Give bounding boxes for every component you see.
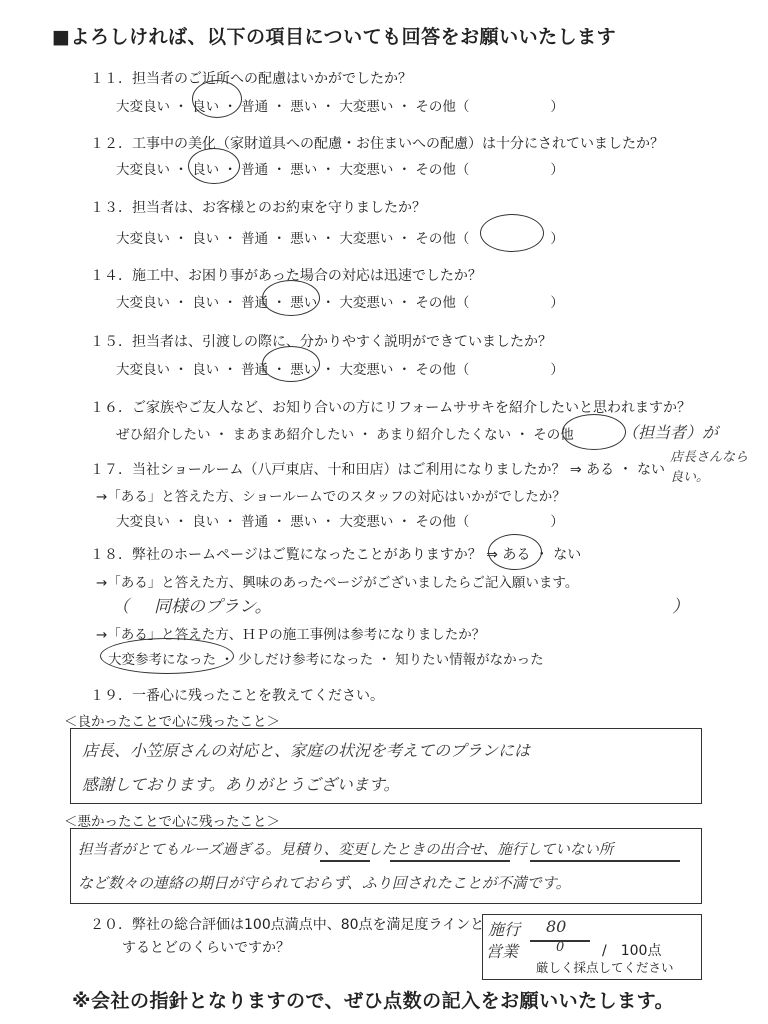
question-15: １５．担当者は、引渡しの際に、分かりやすく説明ができていましたか？ <box>90 334 552 350</box>
question-18-options[interactable]: 大変参考になった ・ 少しだけ参考になった ・ 知りたい情報がなかった <box>108 652 544 668</box>
answer-circle <box>488 534 542 570</box>
handwritten-note: 店長さんなら良い。 <box>670 450 749 485</box>
question-14-options[interactable]: 大変良い ・ 良い ・ 普通 ・ 悪い ・ 大変悪い ・ その他（ ） <box>116 295 564 311</box>
underline-mark <box>390 860 510 862</box>
answer-circle <box>192 80 242 118</box>
answer-close-paren: ） <box>672 597 689 617</box>
question-13: １３．担当者は、お客様とのお約束を守りましたか？ <box>90 200 426 216</box>
question-18-sub2: →「ある」と答えた方、ＨＰの施工事例は参考になりましたか？ <box>96 627 486 643</box>
page-footer: ※会社の指針となりますので、ぜひ点数の記入をお願いいたします。 <box>72 990 675 1012</box>
question-11-options[interactable]: 大変良い ・ 良い ・ 普通 ・ 悪い ・ 大変悪い ・ その他（ ） <box>116 99 564 115</box>
question-16-options[interactable]: ぜひ紹介したい ・ まあまあ紹介したい ・ あまり紹介したくない ・ その他 <box>116 427 574 443</box>
question-17-sub: →「ある」と答えた方、ショールームでのスタッフの対応はいかがでしたか？ <box>96 489 566 505</box>
bad-answer-line-2: など数々の連絡の期日が守られておらず、ふり回されたことが不満です。 <box>78 874 571 892</box>
underline-mark <box>530 860 680 862</box>
bad-label: ＜悪かったことで心に残ったこと＞ <box>64 814 280 830</box>
answer-circle <box>100 638 234 674</box>
question-12: １２．工事中の美化（家財道具への配慮・お住まいへの配慮）は十分にされていましたか？ <box>90 136 664 152</box>
score-note: 厳しく採点してください <box>536 960 674 975</box>
question-18: １８．弊社のホームページはご覧になったことがありますか？ ⇒ ある ・ ない <box>90 547 582 563</box>
question-15-options[interactable]: 大変良い ・ 良い ・ 普通 ・ 悪い ・ 大変悪い ・ その他（ ） <box>116 362 564 378</box>
answer-open-paren: （ <box>112 597 129 617</box>
question-20-line-2: するとどのくらいですか？ <box>122 940 290 956</box>
question-20-line-1: ２０．弊社の総合評価は100点満点中、80点を満足度ラインと <box>90 917 485 933</box>
good-label: ＜良かったことで心に残ったこと＞ <box>64 714 280 730</box>
question-13-options[interactable]: 大変良い ・ 良い ・ 普通 ・ 悪い ・ 大変悪い ・ その他（ ） <box>116 231 564 247</box>
question-16: １６．ご家族やご友人など、お知り合いの方にリフォームササキを紹介したいと思われますか？ <box>90 400 692 416</box>
question-11: １１．担当者のご近所への配慮はいかがでしたか？ <box>90 71 412 87</box>
question-12-options[interactable]: 大変良い ・ 良い ・ 普通 ・ 悪い ・ 大変悪い ・ その他（ ） <box>116 162 564 178</box>
answer-circle <box>262 280 320 316</box>
good-answer-line-2: 感謝しております。ありがとうございます。 <box>82 775 400 794</box>
question-14: １４．施工中、お困り事があった場合の対応は迅速でしたか？ <box>90 268 482 284</box>
handwritten-answer: （担当者）が <box>622 423 719 442</box>
answer-circle <box>480 214 544 252</box>
page-header: ■よろしければ、以下の項目についても回答をお願いいたします <box>52 26 617 48</box>
answer-circle <box>188 148 240 184</box>
answer-circle <box>262 346 320 382</box>
question-18-sub1: →「ある」と答えた方、興味のあったページがございましたらご記入願います。 <box>96 575 579 591</box>
underline-mark <box>320 860 370 862</box>
score-max: / 100点 <box>602 943 662 959</box>
question-17-options[interactable]: 大変良い ・ 良い ・ 普通 ・ 悪い ・ 大変悪い ・ その他（ ） <box>116 514 564 530</box>
handwritten-answer: 同様のプラン。 <box>154 597 272 617</box>
question-19: １９．一番心に残ったことを教えてください。 <box>90 688 384 704</box>
score-2-label: 営業 <box>486 942 519 961</box>
score-1-value: 80 <box>546 917 567 936</box>
score-1-label: 施行 <box>488 920 521 939</box>
score-2-value: 0 <box>556 940 565 955</box>
bad-answer-line-1: 担当者がとてもルーズ過ぎる。見積り、変更したときの出合せ、施行していない所 <box>78 842 614 858</box>
good-answer-line-1: 店長、小笠原さんの対応と、家庭の状況を考えてのプランには <box>82 741 531 760</box>
answer-circle <box>562 414 626 450</box>
question-17: １７．当社ショールーム（八戸東店、十和田店）はご利用になりましたか？ ⇒ ある ・ ない <box>90 462 665 478</box>
